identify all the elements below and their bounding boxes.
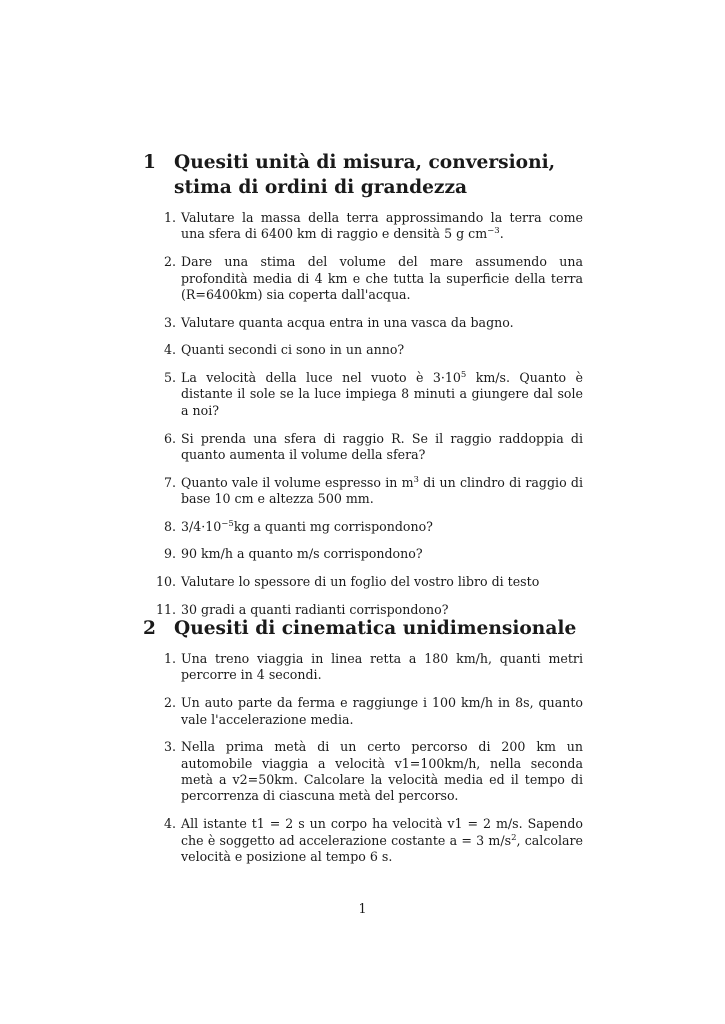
question-number: 1. — [163, 210, 176, 225]
question-number: 5. — [163, 370, 176, 386]
question-item — [143, 651, 583, 684]
question-item — [143, 519, 583, 535]
question-number: 10. — [155, 574, 176, 590]
question-item — [143, 342, 583, 358]
question-number: 6. — [163, 430, 176, 446]
section-number: 2 — [143, 618, 156, 639]
section-heading — [143, 616, 583, 641]
question-text: 30 gradi a quanti radianti corrispondono? — [181, 601, 449, 617]
question-number: 2. — [163, 254, 176, 270]
section-kinematics — [143, 616, 583, 877]
question-number: 9. — [163, 546, 176, 562]
question-text: Quanti secondi ci sono in un anno? — [181, 342, 405, 358]
section-number: 1 — [143, 152, 156, 173]
question-item — [143, 210, 583, 243]
question-text: Nella prima metà di un certo percorso di 200 km un automobile viaggia a velocità v1=100km/h, nella seconda metà a v2=50km. Calcolare la velocità media ed il tempo di percorrenza di ciascuna metà del percorso. — [181, 739, 583, 804]
question-text: La velocità della luce nel vuoto è $3\cdot 10^5$ km/s. Quanto è distante il sole se la luce impiega 8 minuti a giungere dal sole a noi? — [181, 370, 583, 418]
superscript: 2 — [511, 832, 517, 843]
question-item — [143, 315, 583, 331]
question-item — [143, 254, 583, 303]
question-text: Una treno viaggia in linea retta a 180 km/h, quanti metri percorre in 4 secondi. — [181, 651, 583, 683]
question-text: 90 km/h a quanto m/s corrispondono? — [181, 546, 423, 562]
question-item — [143, 695, 583, 728]
question-number: 3. — [163, 314, 176, 330]
question-number: 4. — [163, 816, 176, 832]
superscript: −3 — [487, 226, 500, 237]
question-item — [143, 546, 583, 562]
question-list — [143, 651, 583, 865]
question-text: Valutare quanta acqua entra in una vasca da bagno. — [181, 314, 514, 330]
section-title: Quesiti unità di misura, conversioni, stima di ordini di grandezza — [174, 152, 556, 198]
question-number: 8. — [163, 518, 176, 534]
superscript: −5 — [221, 518, 234, 529]
superscript: 3 — [413, 474, 419, 485]
question-number: 4. — [163, 342, 176, 358]
superscript: 5 — [460, 370, 467, 381]
question-item — [143, 431, 583, 464]
question-number: 1. — [163, 651, 176, 666]
page-number: 1 — [358, 901, 367, 916]
section-units-conversions — [143, 150, 583, 630]
question-item — [143, 574, 583, 590]
question-item — [143, 370, 583, 419]
question-text: Valutare la massa della terra approssimando la terra come una sfera di 6400 km di raggio e densità 5 g $cm^{-3}$. — [181, 210, 583, 242]
question-text: Valutare lo spessore di un foglio del vostro libro di testo — [181, 574, 540, 590]
question-text: Si prenda una sfera di raggio R. Se il raggio raddoppia di quanto aumenta il volume della sfera? — [181, 430, 583, 462]
question-number: 2. — [163, 695, 176, 711]
question-number: 7. — [163, 474, 176, 490]
section-title: Quesiti di cinematica unidimensionale — [174, 618, 577, 639]
question-text: $3/4\cdot 10^{-5}kg$ a quanti mg corrispondono? — [181, 518, 433, 534]
question-text: Quanto vale il volume espresso in $m^3$ di un clindro di raggio di base 10 cm e altezza 500 mm. — [181, 474, 583, 507]
question-text: Un auto parte da ferma e raggiunge i 100 km/h in 8s, quanto vale l'accelerazione media. — [181, 695, 583, 727]
question-number: 3. — [163, 739, 176, 755]
question-list — [143, 210, 583, 618]
question-text: Dare una stima del volume del mare assumendo una profondità media di 4 km e che tutta la superficie della terra (R=6400km) sia coperta dall'acqua. — [181, 254, 583, 302]
question-item — [143, 816, 583, 865]
question-number: 11. — [155, 601, 176, 617]
section-heading — [143, 150, 583, 200]
question-text: All istante t1 = 2 s un corpo ha velocità v1 = 2 m/s. Sapendo che è soggetto ad accelerazione costante a = 3 $m/s^2$, calcolare velocità e posizione al tempo 6 s. — [181, 816, 583, 864]
question-item — [143, 475, 583, 508]
question-item — [143, 739, 583, 805]
